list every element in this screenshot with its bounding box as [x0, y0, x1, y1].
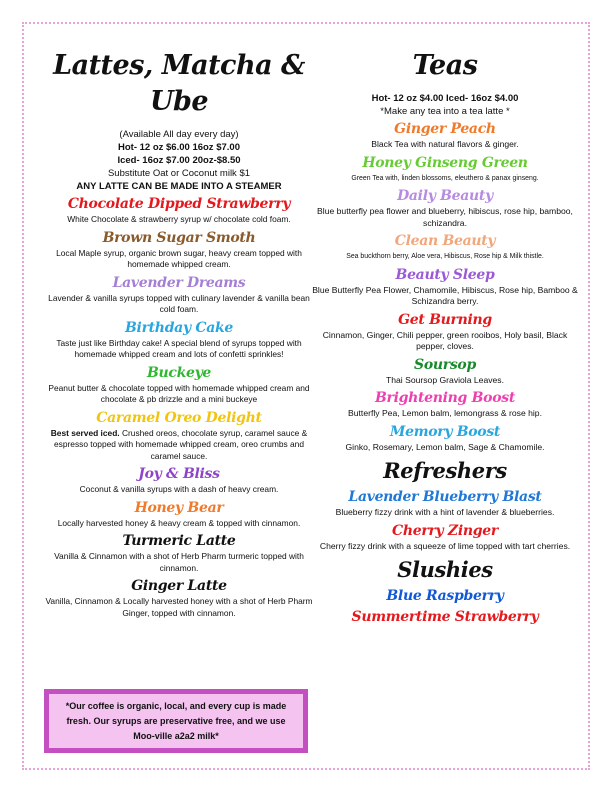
refreshers-title: Refreshers	[383, 458, 507, 483]
latte-item-desc: Locally harvested honey & heavy cream & topped with cinnamon.	[57, 517, 301, 528]
tea-item-desc: Butterfly Pea, Lemon balm, lemongrass & rose hip.	[348, 408, 542, 418]
availability-note: (Available All day every day)	[119, 129, 239, 140]
tea-item-name: Daily Beauty	[397, 188, 493, 204]
refresher-item-name: Lavender Blueberry Blast	[348, 489, 542, 505]
iced-prices: Iced- 16oz $7.00 20oz-$8.50	[117, 155, 241, 166]
refresher-item-desc: Cherry fizzy drink with a squeeze of lime topped with tart cherries.	[319, 540, 571, 551]
tea-item-desc: Sea buckthorn berry, Aloe vera, Hibiscus, Rose hip & Milk thistle.	[346, 253, 544, 260]
latte-item-name: Ginger Latte	[131, 578, 227, 594]
slushie-item-name: Blue Raspberry	[386, 588, 504, 604]
tea-item-name: Clean Beauty	[394, 233, 496, 249]
lattes-title: Lattes, Matcha & Ube	[53, 50, 305, 117]
tea-item-name: Ginger Peach	[394, 121, 496, 137]
latte-item-desc: Peanut butter & chocolate topped with homemade whipped cream and chocolate & pb drizzle and a mini buckeye	[48, 382, 310, 404]
latte-item-desc-bold: Best served iced.	[50, 427, 120, 438]
tea-item-name: Honey Ginseng Green	[362, 154, 528, 171]
tea-item-name: Beauty Sleep	[395, 266, 495, 283]
tea-latte-note: *Make any tea into a tea latte *	[380, 106, 510, 117]
latte-item-name: Chocolate Dipped Strawberry	[67, 196, 291, 212]
tea-item-desc: Thai Soursop Graviola Leaves.	[386, 374, 504, 385]
refresher-item-desc: Blueberry fizzy drink with a hint of lavender & blueberries.	[335, 507, 555, 517]
latte-item-desc: White Chocolate & strawberry syrup w/ chocolate cold foam.	[67, 214, 291, 224]
tea-item-desc: Black Tea with natural flavors & ginger.	[371, 139, 519, 149]
tea-item-desc: Green Tea with, linden blossoms, eleuthero & panax ginseng.	[351, 174, 539, 182]
latte-item-desc: Local Maple syrup, organic brown sugar, heavy cream topped with homemade whipped cream.	[56, 247, 302, 269]
latte-item-desc: Lavender & vanilla syrups topped with culinary lavender & vanilla bean cold foam.	[48, 292, 310, 314]
latte-item-name: Brown Sugar Smoth	[102, 229, 256, 246]
slushie-item-name: Summertime Strawberry	[351, 609, 539, 625]
latte-item-name: Joy & Bliss	[138, 466, 220, 482]
tea-item-desc: Blue butterfly pea flower and blueberry, hibiscus, rose hip, bamboo, schizandra.	[317, 206, 573, 228]
latte-item-name: Turmeric Latte	[122, 533, 236, 549]
tea-item-desc: Blue Butterfly Pea Flower, Chamomile, Hibiscus, Rose hip, Bamboo & Schizandra berry.	[312, 284, 578, 306]
slushies-title: Slushies	[397, 557, 493, 582]
tea-prices: Hot- 12 oz $4.00 Iced- 16oz $4.00	[371, 93, 519, 104]
tea-item-name: Get Burning	[398, 311, 492, 328]
steamer-note: ANY LATTE CAN BE MADE INTO A STEAMER	[76, 181, 282, 192]
latte-item-desc: Taste just like Birthday cake! A special blend of syrups topped with homemade whipped cream and lots of confetti sprinkles!	[56, 337, 302, 359]
latte-item-desc-text: Crushed oreos, chocolate syrup, caramel sauce & espresso topped with homemade whipped cream, oreo crumbs and caramel sauce.	[54, 427, 308, 461]
latte-item-desc: Vanilla, Cinnamon & Locally harvested honey with a shot of Herb Pharm Ginger, topped with cinnamon.	[45, 596, 313, 618]
teas-section	[312, 48, 578, 627]
tea-item-desc: Ginko, Rosemary, Lemon balm, Sage & Chamomile.	[345, 441, 545, 452]
tea-item-name: Brightening Boost	[375, 390, 515, 406]
tea-item-name: Soursop	[414, 356, 476, 373]
hot-prices: Hot- 12 oz $6.00 16oz $7.00	[118, 142, 240, 153]
latte-item-name: Buckeye	[146, 364, 212, 381]
coffee-note-text: *Our coffee is organic, local, and every cup is made fresh. Our syrups are preservative free, and we use Moo-ville a2a2 milk*	[65, 701, 287, 741]
latte-item-name: Birthday Cake	[125, 319, 233, 336]
teas-title: Teas	[412, 50, 478, 81]
latte-item-desc: Coconut & vanilla syrups with a dash of heavy cream.	[79, 484, 279, 494]
refresher-item-name: Cherry Zinger	[392, 522, 498, 539]
latte-item-name: Honey Bear	[134, 499, 224, 516]
latte-item-desc: Vanilla & Cinnamon with a shot of Herb Pharm turmeric topped with cinnamon.	[54, 551, 304, 573]
tea-item-desc: Cinnamon, Ginger, Chili pepper, green rooibos, Holy basil, Black pepper, cloves.	[322, 329, 568, 351]
milk-substitute: Substitute Oat or Coconut milk $1	[107, 168, 251, 179]
coffee-note-box	[44, 689, 308, 753]
latte-item-name: Lavender Dreams	[112, 274, 246, 291]
lattes-section	[44, 48, 314, 622]
latte-item-name: Caramel Oreo Delight	[96, 409, 262, 426]
latte-item-desc	[44, 428, 314, 463]
tea-item-name: Memory Boost	[389, 423, 501, 440]
